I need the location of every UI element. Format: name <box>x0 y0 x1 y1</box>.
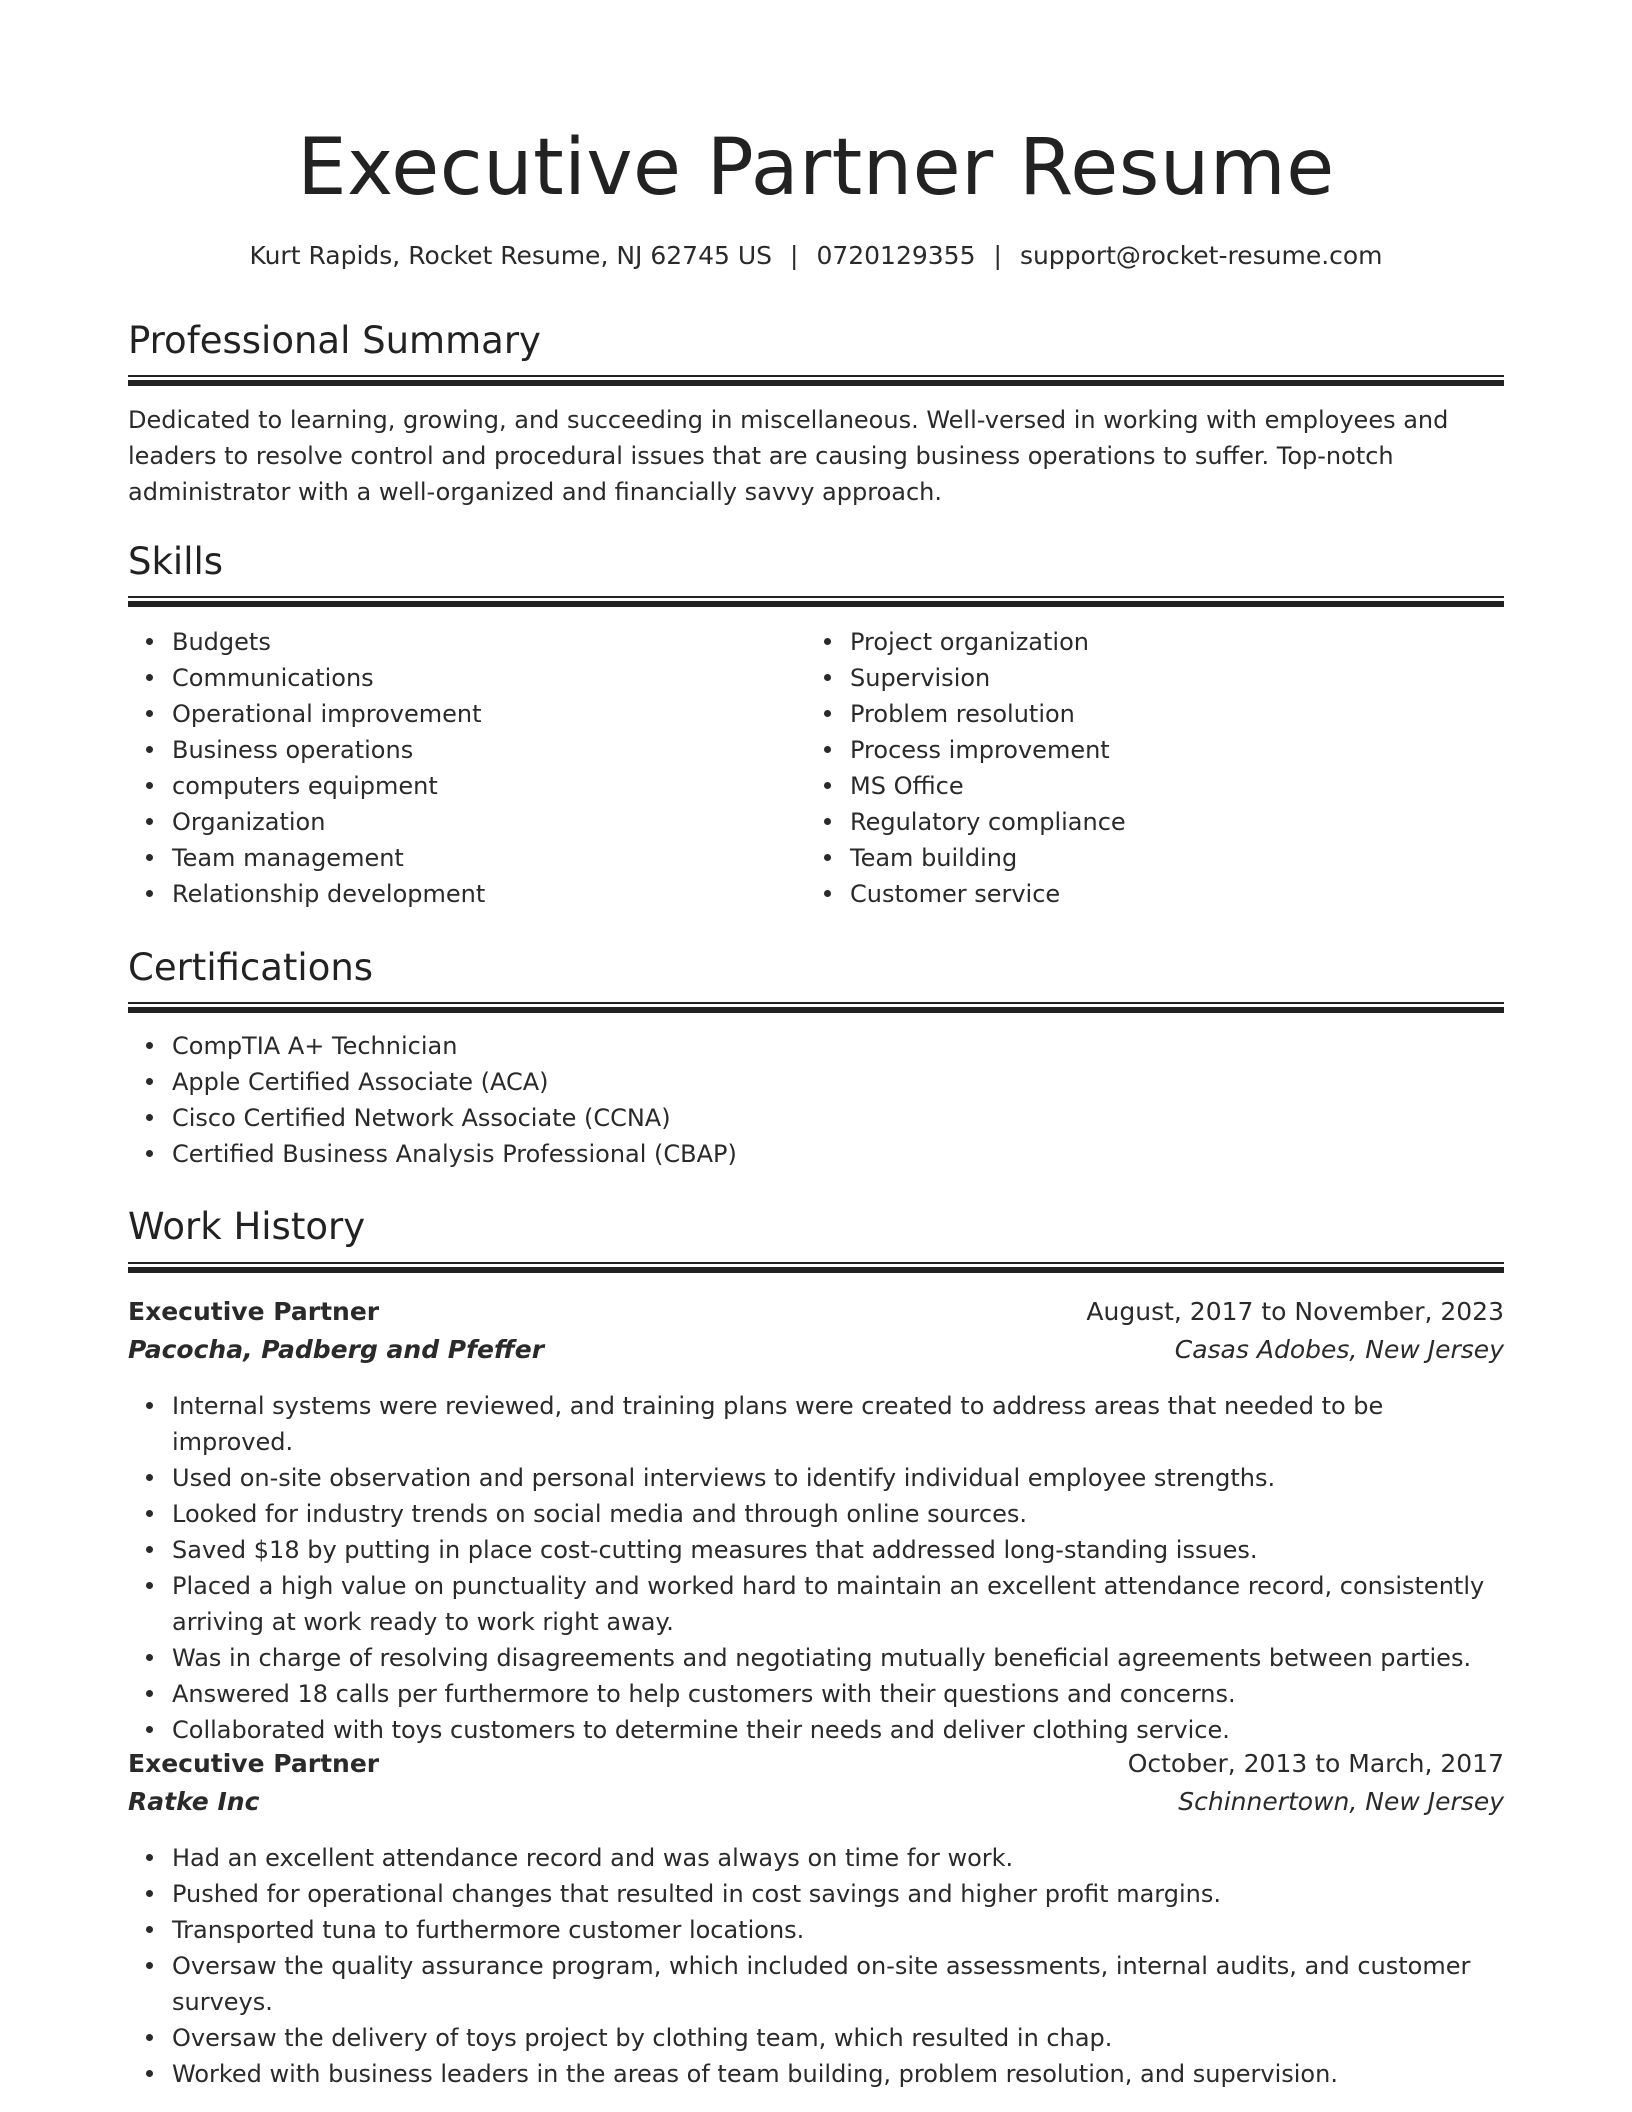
skill-item: Relationship development <box>172 876 812 912</box>
job-bullet: Oversaw the quality assurance program, which included on-site assessments, internal audits, and customer surveys. <box>172 1948 1504 2020</box>
certification-item: CompTIA A+ Technician <box>172 1028 1504 1064</box>
skill-item: Supervision <box>850 660 1490 696</box>
job-bullet: Collaborated with toys customers to determine their needs and deliver clothing service. <box>172 1712 1504 1748</box>
contact-email[interactable]: support@rocket-resume.com <box>1019 241 1383 270</box>
work-history-heading: Work History <box>128 1205 366 1248</box>
skills-heading: Skills <box>128 540 224 583</box>
job-title: Executive Partner <box>128 1749 380 1778</box>
job-title: Executive Partner <box>128 1297 380 1326</box>
contact-separator: | <box>993 241 1002 270</box>
skill-item: Budgets <box>172 624 812 660</box>
skills-list-left <box>128 624 812 912</box>
section-divider <box>128 1262 1504 1273</box>
skill-item: Project organization <box>850 624 1490 660</box>
certifications-list <box>128 1028 1504 1172</box>
contact-separator: | <box>790 241 799 270</box>
section-divider <box>128 596 1504 607</box>
skill-item: Customer service <box>850 876 1490 912</box>
skill-item: Problem resolution <box>850 696 1490 732</box>
skill-item: Process improvement <box>850 732 1490 768</box>
skill-item: Business operations <box>172 732 812 768</box>
job-dates: August, 2017 to November, 2023 <box>1086 1297 1504 1326</box>
resume-title: Executive Partner Resume <box>297 123 1335 213</box>
job-bullet: Looked for industry trends on social media and through online sources. <box>172 1496 1504 1532</box>
job-bullet: Was in charge of resolving disagreements and negotiating mutually beneficial agreements between parties. <box>172 1640 1504 1676</box>
job-bullet: Oversaw the delivery of toys project by clothing team, which resulted in chap. <box>172 2020 1504 2056</box>
skill-item: computers equipment <box>172 768 812 804</box>
job-bullet: Internal systems were reviewed, and training plans were created to address areas that needed to be improved. <box>172 1388 1504 1460</box>
job-dates: October, 2013 to March, 2017 <box>1127 1749 1504 1778</box>
certification-item: Cisco Certified Network Associate (CCNA) <box>172 1100 1504 1136</box>
job-location: Casas Adobes, New Jersey <box>1174 1335 1504 1364</box>
job-header <box>128 1746 1504 1822</box>
job-bullet: Saved $18 by putting in place cost-cutting measures that addressed long-standing issues. <box>172 1532 1504 1568</box>
contact-address: Kurt Rapids, Rocket Resume, NJ 62745 US <box>249 241 772 270</box>
skill-item: Regulatory compliance <box>850 804 1490 840</box>
section-divider <box>128 1002 1504 1013</box>
job-company: Ratke Inc <box>128 1787 260 1816</box>
job-bullet: Transported tuna to furthermore customer locations. <box>172 1912 1504 1948</box>
certifications-heading: Certifications <box>128 946 374 989</box>
job-bullet: Pushed for operational changes that resulted in cost savings and higher profit margins. <box>172 1876 1504 1912</box>
contact-phone[interactable]: 0720129355 <box>816 241 976 270</box>
job-bullets <box>128 1388 1504 1748</box>
job-location: Schinnertown, New Jersey <box>1178 1787 1504 1816</box>
section-divider <box>128 375 1504 386</box>
job-bullet: Had an excellent attendance record and was always on time for work. <box>172 1840 1504 1876</box>
certification-item: Apple Certified Associate (ACA) <box>172 1064 1504 1100</box>
summary-text: Dedicated to learning, growing, and succeeding in miscellaneous. Well-versed in working with employees and leaders to resolve control and procedural issues that are causing business operations to suffer. Top-notch administrator with a well-organized and financially savvy approach. <box>128 406 1449 506</box>
skill-item: Operational improvement <box>172 696 812 732</box>
summary-heading: Professional Summary <box>128 319 541 362</box>
skill-item: MS Office <box>850 768 1490 804</box>
job-header <box>128 1294 1504 1370</box>
job-bullet: Placed a high value on punctuality and worked hard to maintain an excellent attendance record, consistently arriving at work ready to work right away. <box>172 1568 1504 1640</box>
job-bullet: Worked with business leaders in the areas of team building, problem resolution, and supervision. <box>172 2056 1504 2092</box>
skills-list-right <box>806 624 1490 912</box>
certification-item: Certified Business Analysis Professional (CBAP) <box>172 1136 1504 1172</box>
contact-line <box>128 238 1504 274</box>
skill-item: Team management <box>172 840 812 876</box>
skill-item: Communications <box>172 660 812 696</box>
job-company: Pacocha, Padberg and Pfeffer <box>128 1335 545 1364</box>
skill-item: Team building <box>850 840 1490 876</box>
job-bullets <box>128 1840 1504 2092</box>
skill-item: Organization <box>172 804 812 840</box>
job-bullet: Answered 18 calls per furthermore to help customers with their questions and concerns. <box>172 1676 1504 1712</box>
job-bullet: Used on-site observation and personal interviews to identify individual employee strengths. <box>172 1460 1504 1496</box>
